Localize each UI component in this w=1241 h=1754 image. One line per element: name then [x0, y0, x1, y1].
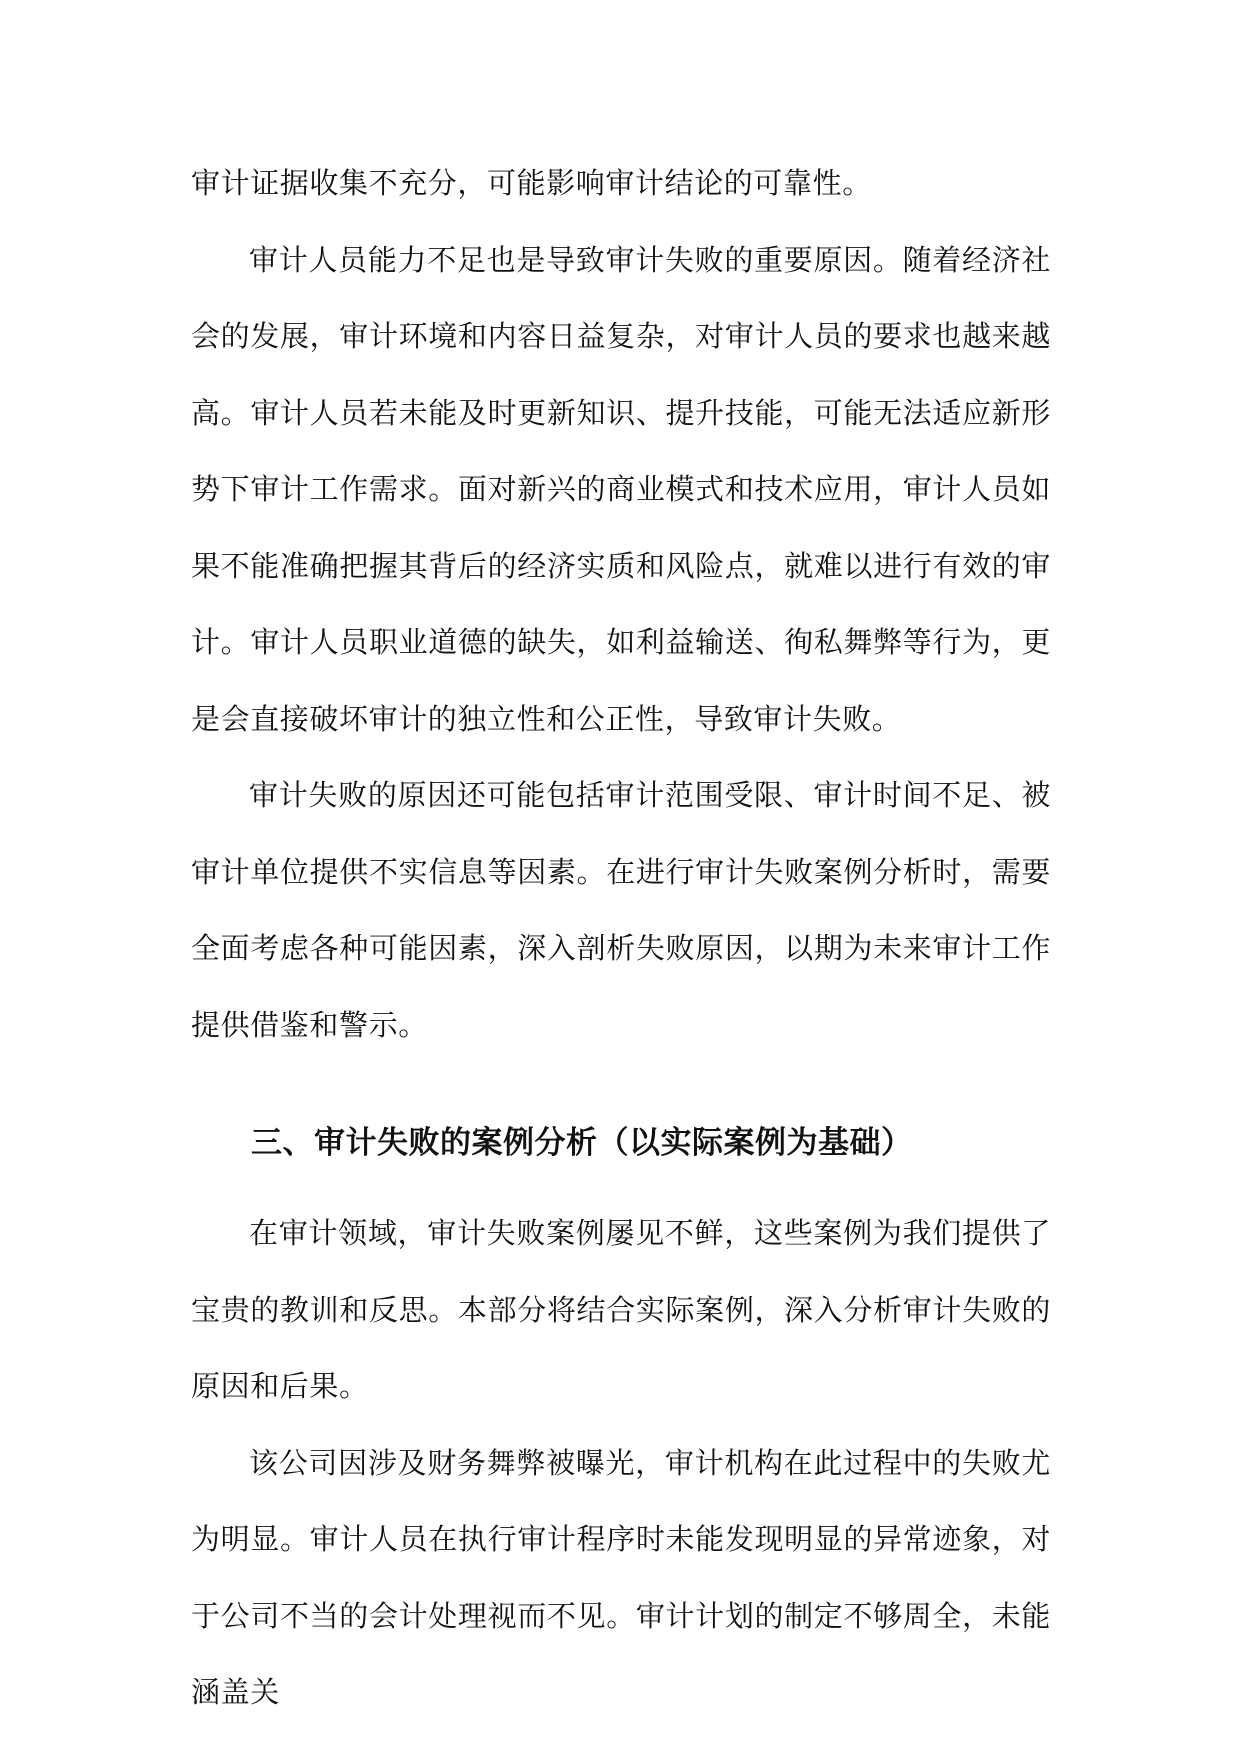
paragraph-auditor-competence: 审计人员能力不足也是导致审计失败的重要原因。随着经济社会的发展，审计环境和内容日益复杂，对审计人员的要求也越来越高。审计人员若未能及时更新知识、提升技能，可能无法适应新形势下审计工作需求。面对新兴的商业模式和技术应用，审计人员如果不能准确把握其背后的经济实质和风险点，就难以进行有效的审计。审计人员职业道德的缺失，如利益输送、徇私舞弊等行为，更是会直接破坏审计的独立性和公正性，导致审计失败。 — [191, 242, 1051, 736]
paragraph-case-detail: 该公司因涉及财务舞弊被曝光，审计机构在此过程中的失败尤为明显。审计人员在执行审计程序时未能发现明显的异常迹象，对于公司不当的会计处理视而不见。审计计划的制定不够周全，未能涵盖关 — [191, 1445, 1051, 1709]
paragraph-other-causes: 审计失败的原因还可能包括审计范围受限、审计时间不足、被审计单位提供不实信息等因素。在进行审计失败案例分析时，需要全面考虑各种可能因素，深入剖析失败原因，以期为未来审计工作提供借鉴和警示。 — [191, 778, 1051, 1042]
section-heading: 三、审计失败的案例分析（以实际案例为基础） — [251, 1125, 913, 1161]
paragraph-continuation: 审计证据收集不充分，可能影响审计结论的可靠性。 — [191, 166, 872, 200]
document-body — [191, 145, 1051, 1731]
paragraph-case-intro: 在审计领域，审计失败案例屡见不鲜，这些案例为我们提供了宝贵的教训和反思。本部分将结合实际案例，深入分析审计失败的原因和后果。 — [191, 1216, 1051, 1403]
